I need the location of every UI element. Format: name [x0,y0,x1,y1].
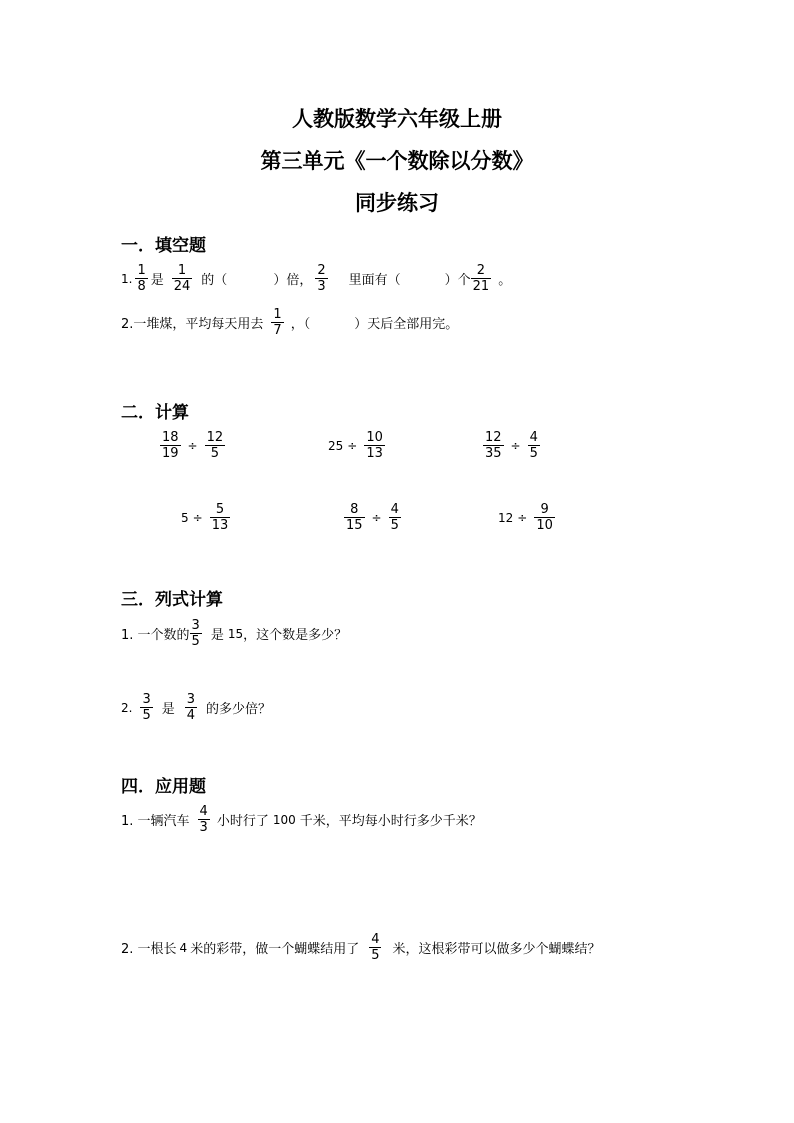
text: 。 [498,273,512,288]
section-heading-fill-blank: 一．填空题 [121,236,206,256]
fraction: $\frac{3}{4}$ [186,692,196,723]
number: 4 [179,940,188,955]
divide-sign: ÷ [187,438,198,453]
text: ，（ [290,317,311,332]
section-heading-expression: 三．列式计算 [121,590,223,610]
fraction: $\frac{4}{5}$ [390,502,399,533]
page-subtitle: 第三单元《一个数除以分数》 [260,148,534,173]
question-number: 2. [121,700,133,715]
number: 100 [272,812,296,827]
text: ）个 [444,273,471,288]
fraction: $\frac{18}{19}$ [162,430,179,461]
question-3-1 [121,618,347,649]
text: 米的彩带，做一个蝴蝶结用了 [190,942,360,957]
fraction: $\frac{4}{5}$ [371,932,380,963]
calc-item [181,502,233,533]
text: 1. 一个数的 [121,628,190,643]
fraction: $\frac{12}{35}$ [485,430,502,461]
fraction: $\frac{9}{10}$ [536,502,553,533]
fraction: $\frac{5}{13}$ [211,502,229,533]
calc-item [157,430,228,461]
text: ）倍， [273,273,313,288]
number: 5 [181,510,189,525]
question-1-2 [121,307,458,338]
calc-item [341,502,404,533]
fraction: $\frac{4}{5}$ [529,430,538,461]
text: ，这个数是多少？ [243,628,348,643]
text: 是 [161,702,175,717]
section-heading-calculation: 二．计算 [121,403,189,423]
text: ）天后全部用完。 [354,317,459,332]
fraction: $\frac{2}{21}$ [472,263,490,294]
divide-sign: ÷ [192,510,203,525]
question-4-1 [121,804,482,835]
text: 小时行了 [216,814,269,829]
section-heading-application: 四．应用题 [121,777,206,797]
text: 的多少倍？ [206,702,272,717]
number: 25 [328,438,344,453]
fraction: $\frac{4}{3}$ [199,804,208,835]
text: 米，这根彩带可以做多少个蝴蝶结？ [392,942,601,957]
fraction: $\frac{2}{3}$ [317,263,326,294]
number: 12 [498,510,514,525]
divide-sign: ÷ [517,510,528,525]
text: 里面有（ [348,273,401,288]
number: 15 [227,626,244,641]
calc-item [498,502,558,533]
fraction: $\frac{3}{5}$ [191,618,200,649]
fraction: $\frac{8}{15}$ [346,502,363,533]
fraction: $\frac{1}{8}$ [137,263,146,294]
divide-sign: ÷ [510,438,521,453]
text: 1. 一辆汽车 [121,814,190,829]
fraction: $\frac{10}{13}$ [366,430,383,461]
divide-sign: ÷ [371,510,382,525]
fraction: $\frac{1}{7}$ [273,307,282,338]
fraction: $\frac{3}{5}$ [142,692,151,723]
text: 的（ [201,273,228,288]
text: 是 [150,273,164,288]
text: 是 [210,628,224,643]
question-4-2 [121,932,601,963]
page-title: 人教版数学六年级上册 [292,106,502,131]
text: 2.一堆煤，平均每天用去 [121,317,264,332]
divide-sign: ÷ [347,438,358,453]
question-3-2 [121,692,271,723]
text: 千米，平均每小时行多少千米？ [299,814,482,829]
question-1-1 [121,263,511,294]
fraction: $\frac{1}{24}$ [173,263,191,294]
fraction: $\frac{12}{5}$ [206,430,224,461]
text: 2. 一根长 [121,942,177,957]
question-number: 1. [121,271,133,286]
page-subtitle-2: 同步练习 [355,190,439,215]
calc-item [328,430,388,461]
calc-item [480,430,543,461]
